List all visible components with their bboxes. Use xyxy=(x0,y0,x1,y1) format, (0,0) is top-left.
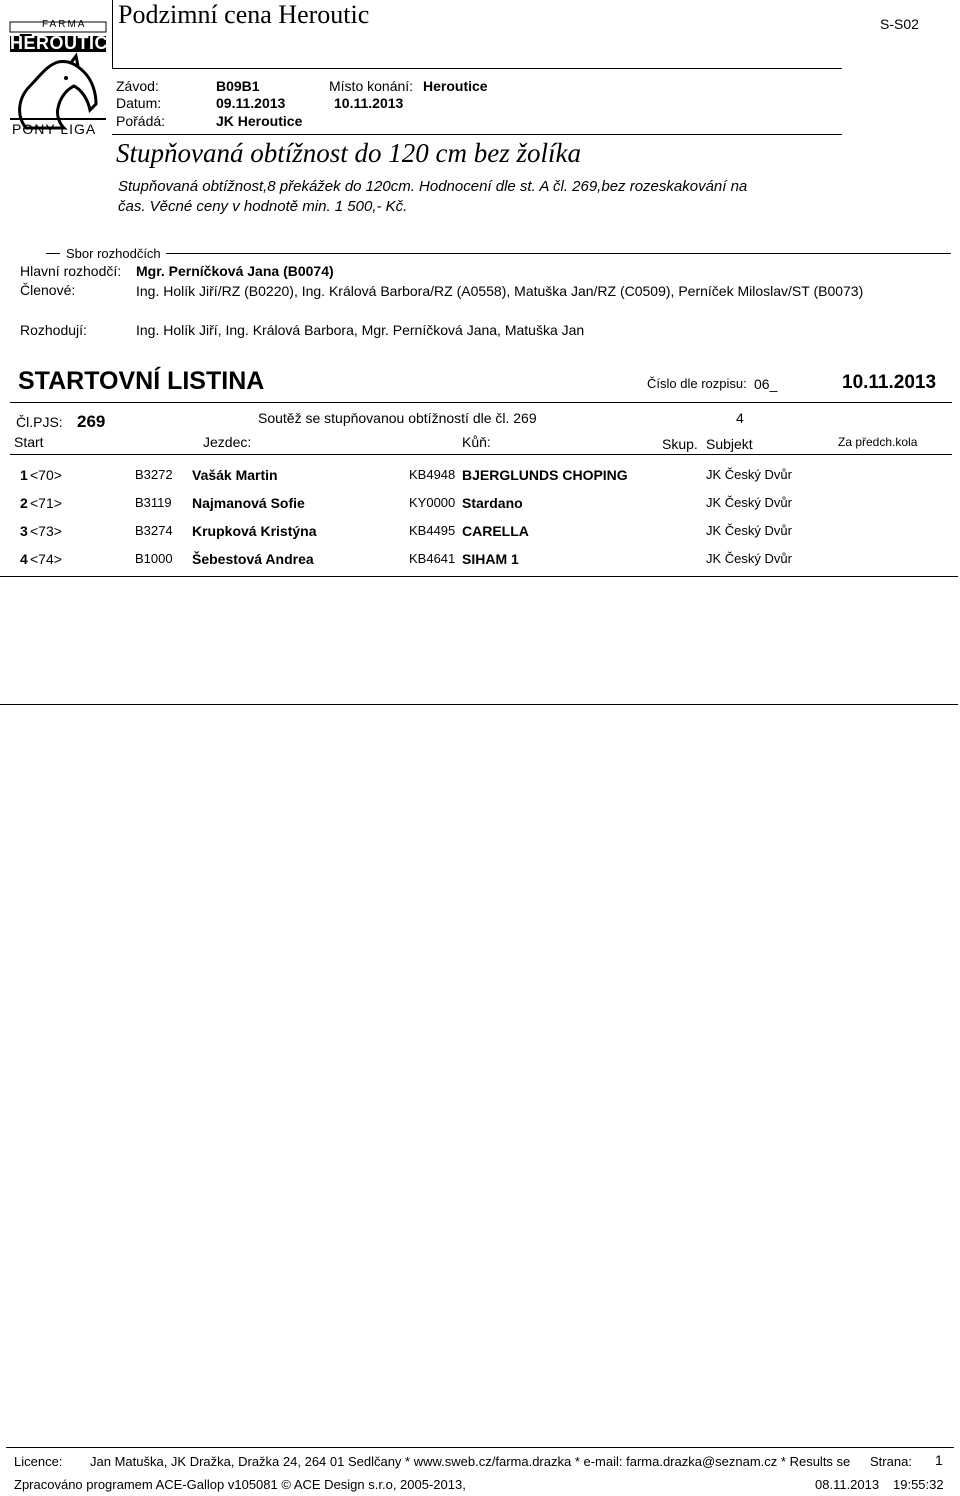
rozhoduji-label: Rozhodují: xyxy=(20,322,87,338)
row-rider: Šebestová Andrea xyxy=(192,551,314,567)
row-number: 4 xyxy=(20,551,28,567)
col-skup: Skup. xyxy=(662,436,698,452)
page-title: Podzimní cena Heroutic xyxy=(118,0,370,29)
row-club: JK Český Dvůr xyxy=(706,495,792,510)
judges-section-label: Sbor rozhodčích xyxy=(66,246,161,261)
rozhoduji-value: Ing. Holík Jiří, Ing. Králová Barbora, Mgr. Perníčková Jana, Matuška Jan xyxy=(136,322,585,338)
licence-label: Licence: xyxy=(14,1454,63,1469)
event-divider xyxy=(112,134,842,135)
row-horse: SIHAM 1 xyxy=(462,551,519,567)
hlavni-label: Hlavní rozhodčí: xyxy=(20,263,122,279)
judges-line-left xyxy=(46,253,60,254)
row-club: JK Český Dvůr xyxy=(706,551,792,566)
table-header-divider xyxy=(10,454,952,455)
startlist-title: STARTOVNÍ LISTINA xyxy=(18,367,265,395)
row-rider-id: B3274 xyxy=(135,523,173,538)
section-bottom-divider xyxy=(0,704,958,705)
row-rider: Vašák Martin xyxy=(192,467,278,483)
row-start: <73> xyxy=(30,523,62,539)
cislo-value: 06_ xyxy=(754,376,778,392)
col-jezdec: Jezdec: xyxy=(203,434,252,450)
misto-label: Místo konání: xyxy=(329,78,414,94)
row-rider: Najmanová Sofie xyxy=(192,495,305,511)
row-rider-id: B1000 xyxy=(135,551,173,566)
licence-value: Jan Matuška, JK Dražka, Dražka 24, 264 01 Sedlčany * www.sweb.cz/farma.drazka * e-mail: farma.drazka@seznam.cz * Results se xyxy=(90,1454,851,1469)
col-zapredch: Za předch.kola xyxy=(838,435,918,449)
row-horse: CARELLA xyxy=(462,523,529,539)
soutez-text: Soutěž se stupňovanou obtížností dle čl. 269 xyxy=(258,410,537,426)
row-start: <74> xyxy=(30,551,62,567)
footer-divider xyxy=(6,1447,954,1448)
table-bottom-divider xyxy=(0,576,958,577)
strana-label: Strana: xyxy=(870,1454,912,1469)
row-club: JK Český Dvůr xyxy=(706,523,792,538)
row-horse: BJERGLUNDS CHOPING xyxy=(462,467,628,483)
misto-value: Heroutice xyxy=(423,78,488,94)
logo-pony-liga: PONY LIGA xyxy=(12,121,97,137)
row-rider: Krupková Kristýna xyxy=(192,523,317,539)
competition-desc-line1: Stupňovaná obtížnost,8 překážek do 120cm. Hodnocení dle st. A čl. 269,bez rozeskakování na xyxy=(118,178,748,195)
col-kun: Kůň: xyxy=(462,434,491,450)
datum-to: 10.11.2013 xyxy=(334,95,404,111)
cislo-label: Číslo dle rozpisu: xyxy=(647,376,747,391)
datum-from: 09.11.2013 xyxy=(216,95,286,111)
col-subjekt: Subjekt xyxy=(706,436,753,452)
logo-main-label: HEROUTICE xyxy=(10,33,121,53)
porada-value: JK Heroutice xyxy=(216,113,303,129)
clenove-label: Členové: xyxy=(20,282,76,298)
competition-title: Stupňovaná obtížnost do 120 cm bez žolíka xyxy=(116,138,581,168)
row-club: JK Český Dvůr xyxy=(706,467,792,482)
startlist-divider xyxy=(10,402,952,403)
competition-desc-line2: čas. Věcné ceny v hodnotě min. 1 500,- Kč. xyxy=(118,198,408,215)
program-info: Zpracováno programem ACE-Gallop v105081 © ACE Design s.r.o, 2005-2013, xyxy=(14,1477,466,1492)
row-rider-id: B3119 xyxy=(135,495,172,510)
startlist-count: 4 xyxy=(736,410,744,426)
clpjs-label: Čl.PJS: xyxy=(16,414,63,430)
clenove-value: Ing. Holík Jiří/RZ (B0220), Ing. Králová Barbora/RZ (A0558), Matuška Jan/RZ (C0509), Perníček Miloslav/ST (B0073) xyxy=(136,283,864,299)
col-start: Start xyxy=(14,434,44,450)
header-divider-vertical xyxy=(112,0,113,68)
zavod-value: B09B1 xyxy=(216,78,260,94)
clpjs-value: 269 xyxy=(77,412,106,431)
judges-line-right xyxy=(166,253,951,254)
row-horse-id: KB4948 xyxy=(409,467,456,482)
startlist-date: 10.11.2013 xyxy=(842,372,937,393)
row-horse-id: KY0000 xyxy=(409,495,456,510)
row-start: <71> xyxy=(30,495,62,511)
strana-value: 1 xyxy=(935,1452,943,1468)
hlavni-value: Mgr. Perníčková Jana (B0074) xyxy=(136,263,334,279)
row-horse-id: KB4641 xyxy=(409,551,456,566)
row-number: 1 xyxy=(20,467,28,483)
porada-label: Pořádá: xyxy=(116,113,166,129)
row-horse-id: KB4495 xyxy=(409,523,456,538)
row-number: 2 xyxy=(20,495,28,511)
logo-farma-label: FARMA xyxy=(42,19,87,30)
page-code: S-S02 xyxy=(880,16,919,32)
print-date: 08.11.2013 xyxy=(815,1477,880,1492)
print-time: 19:55:32 xyxy=(893,1477,944,1492)
zavod-label: Závod: xyxy=(116,78,159,94)
row-start: <70> xyxy=(30,467,62,483)
row-rider-id: B3272 xyxy=(135,467,173,482)
row-horse: Stardano xyxy=(462,495,523,511)
header-divider-horizontal xyxy=(112,68,842,69)
datum-label: Datum: xyxy=(116,95,162,111)
row-number: 3 xyxy=(20,523,28,539)
